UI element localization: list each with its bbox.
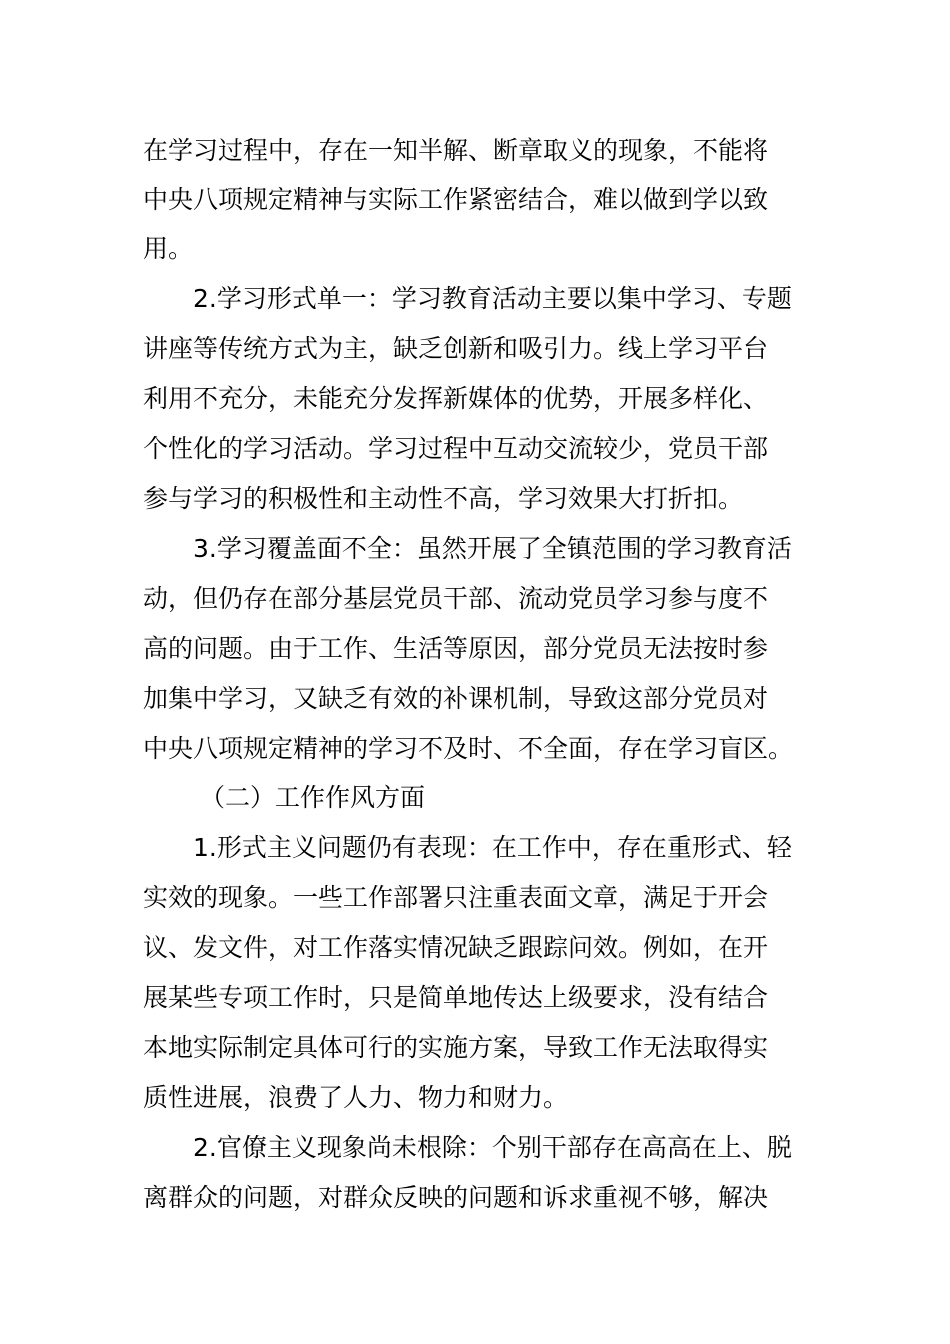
text-line: 中央八项规定精神的学习不及时、不全面，存在学习盲区。 bbox=[143, 734, 794, 763]
text-line: 高的问题。由于工作、生活等原因，部分党员无法按时参 bbox=[143, 634, 769, 663]
text-line: 质性进展，浪费了人力、物力和财力。 bbox=[143, 1083, 569, 1112]
text-line: 实效的现象。一些工作部署只注重表面文章，满足于开会 bbox=[143, 883, 769, 912]
text-line: 3.学习覆盖面不全：虽然开展了全镇范围的学习教育活 bbox=[193, 534, 792, 563]
text-line: 1.形式主义问题仍有表现：在工作中，存在重形式、轻 bbox=[193, 833, 792, 862]
section-heading: （二）工作作风方面 bbox=[200, 783, 426, 812]
text-line: 本地实际制定具体可行的实施方案，导致工作无法取得实 bbox=[143, 1033, 769, 1062]
text-line: 展某些专项工作时，只是简单地传达上级要求，没有结合 bbox=[143, 983, 769, 1012]
text-line: 加集中学习，又缺乏有效的补课机制，导致这部分党员对 bbox=[143, 684, 769, 713]
text-line: 2.学习形式单一：学习教育活动主要以集中学习、专题 bbox=[193, 284, 792, 313]
text-line: 中央八项规定精神与实际工作紧密结合，难以做到学以致 bbox=[143, 185, 769, 214]
text-line: 2.官僚主义现象尚未根除：个别干部存在高高在上、脱 bbox=[193, 1133, 792, 1162]
text-line: 动，但仍存在部分基层党员干部、流动党员学习参与度不 bbox=[143, 584, 769, 613]
text-line: 议、发文件，对工作落实情况缺乏跟踪问效。例如，在开 bbox=[143, 933, 769, 962]
text-line: 用。 bbox=[143, 234, 194, 263]
text-line: 在学习过程中，存在一知半解、断章取义的现象，不能将 bbox=[143, 136, 769, 165]
text-line: 利用不充分，未能充分发挥新媒体的优势，开展多样化、 bbox=[143, 384, 769, 413]
text-line: 个性化的学习活动。学习过程中互动交流较少，党员干部 bbox=[143, 434, 769, 463]
text-line: 离群众的问题，对群众反映的问题和诉求重视不够，解决 bbox=[143, 1183, 769, 1212]
text-line: 讲座等传统方式为主，缺乏创新和吸引力。线上学习平台 bbox=[143, 334, 769, 363]
text-line: 参与学习的积极性和主动性不高，学习效果大打折扣。 bbox=[143, 484, 744, 513]
